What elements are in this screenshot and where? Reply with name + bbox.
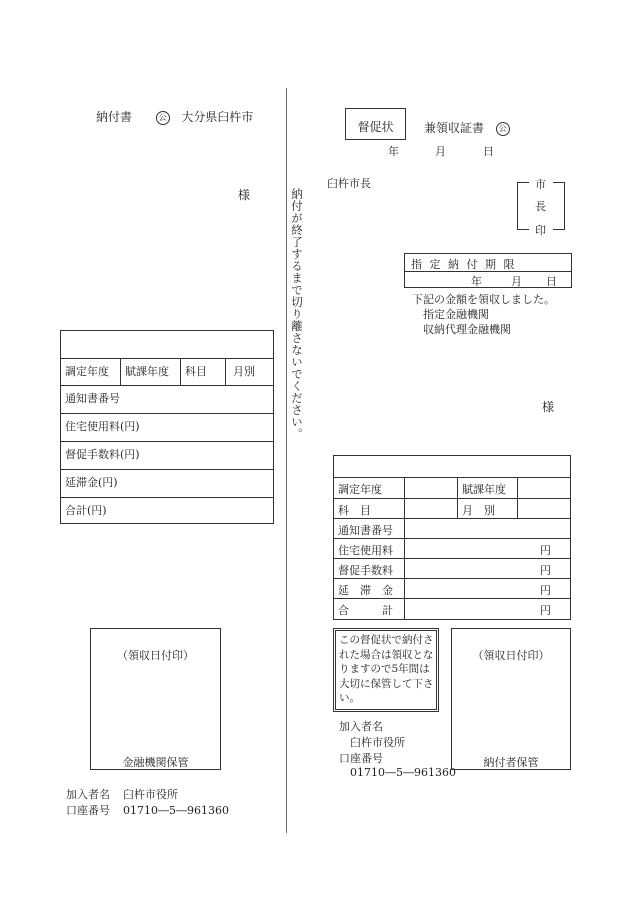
left-header [96, 108, 253, 125]
right-sama: 様 [542, 400, 555, 414]
right-row-tsukibetsu: 月 別 [462, 504, 495, 517]
right-row-total-unit: 円 [540, 604, 551, 617]
left-city: 大分県臼杵市 [181, 110, 254, 124]
left-row-dunning-fee: 督促手数料(円) [65, 448, 140, 461]
institution-designated: 指定金融機関 [423, 308, 489, 321]
left-row-total: 合計(円) [65, 504, 107, 517]
left-account-value: 01710―5―961360 [123, 804, 229, 817]
mayor-seal-char-2: 長 [535, 200, 546, 213]
right-row-late-unit: 円 [540, 584, 551, 597]
right-account-value: 01710―5―961360 [350, 766, 456, 779]
mayor-name: 臼杵市長 [327, 177, 371, 190]
left-col-chotei: 調定年度 [65, 365, 109, 378]
right-row-housing-unit: 円 [540, 544, 551, 557]
left-stamp-box [90, 628, 221, 770]
keep-notice-box [333, 628, 439, 712]
right-row-housing-fee: 住宅使用料 [338, 544, 393, 557]
left-stamp-footer: 金融機関保管 [122, 756, 189, 769]
receipt-title: 兼領収証書 [424, 121, 485, 135]
deadline-year: 年 [471, 275, 482, 288]
left-row-late-fee: 延滞金(円) [65, 476, 118, 489]
right-stamp-footer: 納付者保管 [483, 756, 539, 769]
right-stamp-title: （領収日付印） [472, 649, 550, 662]
right-row-total: 合 計 [338, 604, 393, 617]
left-sama: 様 [238, 188, 251, 202]
left-subscriber-label: 加入者名 [66, 788, 110, 801]
right-row-dunning-unit: 円 [540, 564, 551, 577]
right-row-fuka: 賦課年度 [462, 483, 506, 496]
left-col-kamoku: 科目 [185, 365, 207, 378]
right-row-late-fee: 延 滞 金 [338, 584, 393, 597]
right-row-notice-number: 通知書番号 [338, 524, 393, 537]
public-mark-icon: 公 [156, 111, 170, 125]
date-year: 年 [388, 145, 399, 158]
date-month: 月 [435, 145, 446, 158]
right-row-chotei: 調定年度 [338, 483, 382, 496]
right-subscriber-label: 加入者名 [339, 720, 383, 733]
right-subscriber-value: 臼杵市役所 [350, 736, 405, 749]
date-day: 日 [483, 145, 494, 158]
receipt-title-group [424, 119, 510, 136]
right-row-dunning-fee: 督促手数料 [338, 564, 393, 577]
public-mark-icon: 公 [496, 122, 510, 136]
deadline-month: 月 [511, 275, 522, 288]
left-col-fuka: 賦課年度 [125, 365, 169, 378]
keep-notice-text: この督促状で納付された場合は領収となりますので5年間は大切に保管して下さい。 [339, 634, 434, 704]
deadline-title: 指 定 納 付 期 限 [411, 258, 517, 271]
tokusoku-label: 督促状 [357, 120, 394, 134]
left-account-label: 口座番号 [66, 804, 110, 817]
left-stamp-title: （領収日付印） [117, 649, 194, 662]
left-row-housing-fee: 住宅使用料(円) [65, 420, 140, 433]
deadline-box [404, 253, 572, 288]
received-text: 下記の金額を領収しました。 [412, 293, 555, 306]
tokusoku-box [345, 108, 406, 140]
institution-agent: 収納代理金融機関 [423, 323, 511, 336]
left-row-notice-number: 通知書番号 [65, 392, 120, 405]
mayor-seal-char-1: 市 [535, 178, 546, 191]
cut-notice: 納付が終了するまで切り離さないでください。 [290, 188, 304, 440]
right-row-kamoku: 科 目 [338, 504, 371, 517]
left-account [66, 802, 229, 818]
left-doc-title: 納付書 [96, 110, 133, 124]
cut-line [286, 88, 287, 833]
left-table [60, 330, 274, 524]
right-account-label: 口座番号 [339, 752, 383, 765]
left-subscriber-value: 臼杵市役所 [123, 788, 178, 801]
deadline-day: 日 [546, 275, 557, 288]
right-table [333, 455, 571, 620]
left-col-tsukibetsu: 月別 [233, 365, 255, 378]
mayor-seal-char-3: 印 [535, 224, 546, 237]
left-subscriber [66, 786, 178, 802]
right-stamp-box [451, 628, 571, 770]
